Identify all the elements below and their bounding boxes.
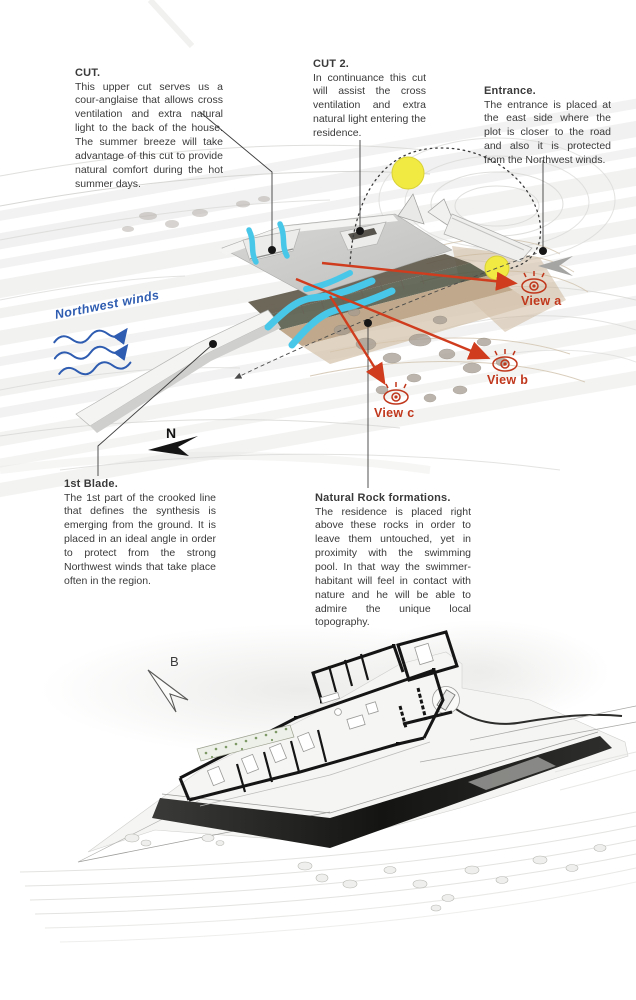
note-entrance-body: The entrance is placed at the east side where the plot is closer to the road and also it is protected from the Northwest winds. [484, 98, 611, 166]
note-entrance-title: Entrance. [484, 85, 536, 97]
note-rock-formations-title: Natural Rock formations. [315, 492, 451, 504]
note-rock-formations [315, 491, 471, 630]
note-first-blade [64, 477, 216, 589]
view-a-label: View a [521, 294, 562, 308]
car-court [433, 687, 460, 714]
note-rock-formations-body: The residence is placed right above these rocks in order to leave them untouched, yet in proximity with the swimming pool. In that way the swimmer-habitant will feel in contact with nature and he will be able to admire the unique local topography. [315, 505, 471, 629]
note-cut2 [313, 57, 426, 141]
note-cut-title: CUT. [75, 67, 101, 79]
plan-orientation-letter: B [170, 654, 179, 669]
note-cut2-title: CUT 2. [313, 58, 350, 70]
site-plan [20, 620, 636, 942]
note-entrance [484, 84, 611, 168]
view-b-label: View b [487, 373, 529, 387]
note-cut-body: This upper cut serves us a cour-anglaise that allows cross ventilation and extra natural light to the back of the house. The summer breeze will take advantage of this cut to provide natural comfort during the hot summer days. [75, 80, 223, 190]
north-letter: N [166, 425, 177, 441]
view-c-label: View c [374, 406, 415, 420]
note-first-blade-title: 1st Blade. [64, 478, 118, 490]
note-first-blade-body: The 1st part of the crooked line that defines the synthesis is emerging from the ground. It is placed in an ideal angle in order to protect from the strong Northwest winds that take place often in the region. [64, 491, 216, 587]
sun-icon [392, 157, 424, 189]
note-cut [75, 66, 223, 191]
northwest-winds-label: Northwest winds [53, 287, 161, 322]
note-cut2-body: In continuance this cut will assist the cross ventilation and extra natural light entering the residence. [313, 71, 426, 139]
